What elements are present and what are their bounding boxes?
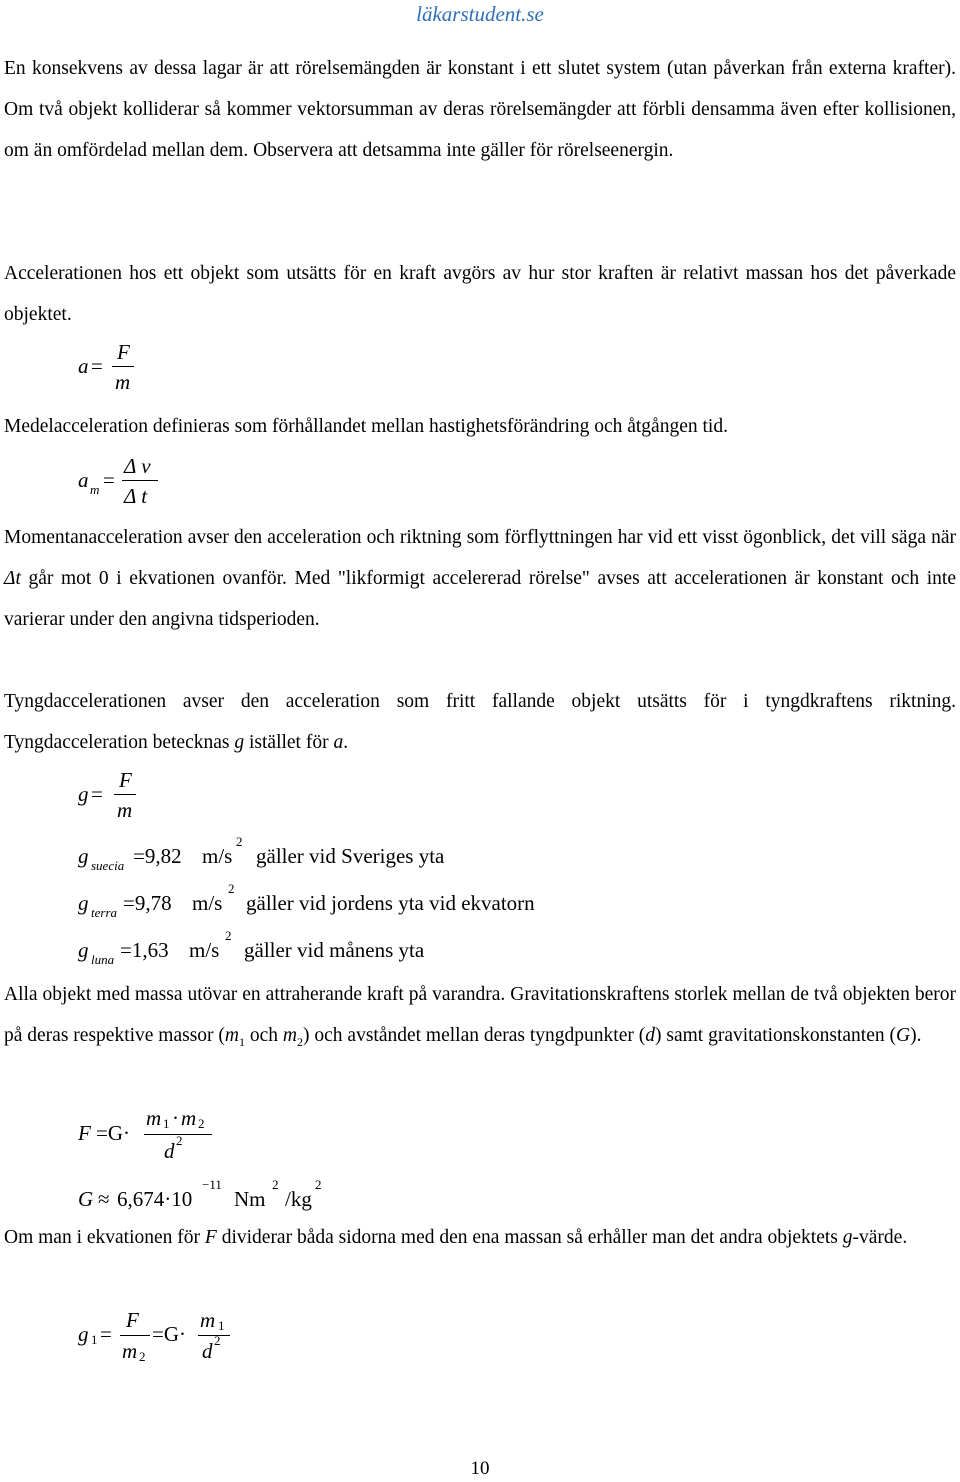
p5-text-a: Tyngdaccelerationen avser den acceleration som fritt fallande objekt utsätts för i tyngdkraftens riktning. Tyngdacceleration betecknas — [4, 691, 956, 753]
eq1-equals: = — [91, 354, 103, 378]
eq5-exp: 2 — [228, 881, 235, 896]
site-header[interactable]: läkarstudent.se — [416, 2, 544, 26]
eq2-lhs: a — [78, 468, 89, 492]
page-number: 10 — [470, 1458, 490, 1479]
eq4-exp: 2 — [236, 834, 243, 849]
eq5-g: g — [78, 891, 89, 915]
equation-acceleration — [78, 340, 198, 400]
eq8-approx: ≈ — [98, 1187, 110, 1211]
eq9-equals: = — [100, 1322, 112, 1346]
eq7-d: d — [164, 1139, 175, 1163]
eq5-value: =9,78 — [123, 891, 172, 915]
eq1-denominator: m — [115, 370, 131, 394]
eq2-numerator: Δ v — [124, 454, 151, 478]
paragraph-g-value — [4, 1217, 956, 1258]
eq3-lhs: g — [78, 782, 89, 806]
p7-text-b: dividerar båda sidorna med den ena massan så erhåller man det andra objektets — [221, 1227, 838, 1248]
eq7-m2-sub: 2 — [198, 1116, 205, 1131]
p7-text-c: -värde. — [852, 1227, 908, 1248]
p5-g: g — [234, 732, 245, 753]
p6-och: och — [245, 1025, 283, 1046]
eq2-fraction-bar — [122, 480, 158, 481]
p6-m2-sub: 2 — [297, 1034, 304, 1049]
eq8-unit: Nm — [234, 1187, 266, 1211]
eq6-g: g — [78, 938, 89, 962]
p6-text-c: ) samt gravitationskonstanten ( — [655, 1025, 896, 1046]
equation-gravitational-constant — [78, 1177, 358, 1215]
eq4-value: =9,82 — [133, 844, 182, 868]
p7-F: F — [204, 1227, 217, 1248]
eq8-value: 6,674·10 — [117, 1187, 193, 1211]
eq8-unit2-exp: 2 — [315, 1177, 322, 1192]
p4-text-a: Momentanacceleration avser den acceleration och riktning som förflyttningen har vid ett visst ögonblick, det vill säga när — [4, 527, 956, 548]
p5-end: . — [343, 732, 349, 753]
equation-g-sweden — [78, 834, 578, 873]
eq4-sub: suecia — [91, 858, 125, 873]
p6-m2: m — [282, 1025, 298, 1046]
eq7-m2: m — [181, 1106, 197, 1130]
p6-text-b: ) och avståndet mellan deras tyngdpunkter ( — [303, 1025, 646, 1046]
eq8-unit2: /kg — [285, 1187, 312, 1211]
eq5-sub: terra — [91, 905, 117, 920]
eq8-exp: −11 — [202, 1177, 222, 1192]
eq7-equals: =G· — [96, 1121, 131, 1145]
eq3-numerator: F — [119, 768, 132, 792]
p6-m1-sub: 1 — [239, 1034, 246, 1049]
eq9-num1: F — [126, 1308, 139, 1332]
paragraph-acceleration: Accelerationen hos ett objekt som utsätts för en kraft avgörs av hur stor kraften är relativt massan hos det påverkade objektet. — [4, 263, 956, 325]
p7-g: g — [842, 1227, 853, 1248]
equation-mean-acceleration — [78, 454, 218, 514]
eq9-den2: d — [202, 1339, 213, 1363]
eq4-text: gäller vid Sveriges yta — [256, 844, 445, 868]
eq9-equals-2: =G· — [152, 1322, 187, 1346]
p4-delta-t: Δt — [4, 568, 21, 589]
eq1-fraction-bar — [112, 366, 134, 367]
eq4-unit: m/s — [202, 844, 233, 868]
eq4-g: g — [78, 844, 89, 868]
eq3-denominator: m — [117, 798, 133, 822]
eq9-num2-sub: 1 — [218, 1318, 225, 1333]
eq7-m1-sub: 1 — [163, 1116, 170, 1131]
eq8-unit-exp: 2 — [272, 1177, 279, 1192]
eq6-sub: luna — [91, 952, 115, 967]
equation-g1 — [78, 1306, 278, 1370]
eq1-lhs: a — [78, 354, 89, 378]
eq9-num2: m — [200, 1308, 216, 1332]
eq9-lhs-sub: 1 — [91, 1332, 98, 1347]
p6-d: d — [645, 1025, 655, 1046]
paragraph-gravity-acceleration — [4, 681, 956, 763]
eq2-denominator: Δ t — [124, 484, 148, 508]
p5-text-b: istället för — [248, 732, 329, 753]
equation-g-moon — [78, 928, 498, 967]
eq2-equals: = — [103, 468, 115, 492]
eq9-den2-exp: 2 — [214, 1333, 221, 1348]
p4-text-b: går mot 0 i ekvationen ovanför. Med "likformigt accelererad rörelse" avses att accelerationen är konstant och inte varierar under den angivna tidsperioden. — [4, 568, 956, 630]
eq9-den1: m — [122, 1339, 138, 1363]
p5-a: a — [333, 732, 344, 753]
eq9-den1-sub: 2 — [139, 1349, 146, 1364]
p7-text-a: Om man i ekvationen för — [4, 1227, 201, 1248]
eq9-fraction-bar-1 — [120, 1335, 150, 1336]
eq3-fraction-bar — [114, 794, 136, 795]
eq7-m1: m — [146, 1106, 162, 1130]
eq5-unit: m/s — [192, 891, 223, 915]
p6-end: ). — [910, 1025, 922, 1046]
equation-gravity — [78, 768, 198, 828]
eq6-unit: m/s — [189, 938, 220, 962]
paragraph-mean-acceleration: Medelacceleration definieras som förhållandet mellan hastighetsförändring och åtgången tid. — [4, 416, 728, 437]
eq9-lhs: g — [78, 1322, 89, 1346]
eq5-text: gäller vid jordens yta vid ekvatorn — [246, 891, 535, 915]
paragraph-conservation: En konsekvens av dessa lagar är att rörelsemängden är konstant i ett slutet system (utan påverkan från externa krafter). Om två objekt kolliderar så kommer vektorsumman av deras rörelsemängder att förbli densamma även efter kollisionen, om än omfördelad mellan dem. Observera att detsamma inte gäller för rörelseenergin. — [4, 58, 956, 161]
eq6-value: =1,63 — [120, 938, 169, 962]
eq1-numerator: F — [117, 340, 130, 364]
eq6-exp: 2 — [225, 928, 232, 943]
eq7-lhs: F — [78, 1121, 91, 1145]
eq6-text: gäller vid månens yta — [244, 938, 425, 962]
paragraph-instant-acceleration — [4, 517, 956, 640]
eq7-d-exp: 2 — [176, 1133, 183, 1148]
equation-g-earth — [78, 881, 598, 920]
equation-gravitational-force — [78, 1106, 258, 1170]
eq2-lhs-sub: m — [90, 482, 100, 497]
p6-m1: m — [224, 1025, 240, 1046]
eq7-dot: · — [172, 1106, 179, 1130]
eq8-G: G — [78, 1187, 94, 1211]
paragraph-gravitation — [4, 974, 956, 1063]
eq3-equals: = — [91, 782, 103, 806]
p6-G: G — [896, 1025, 911, 1046]
p6-text-a: Alla objekt med massa utövar en attraherande kraft på varandra. Gravitationskraftens storlek mellan de två objekten beror på deras respektive massor ( — [4, 984, 956, 1046]
